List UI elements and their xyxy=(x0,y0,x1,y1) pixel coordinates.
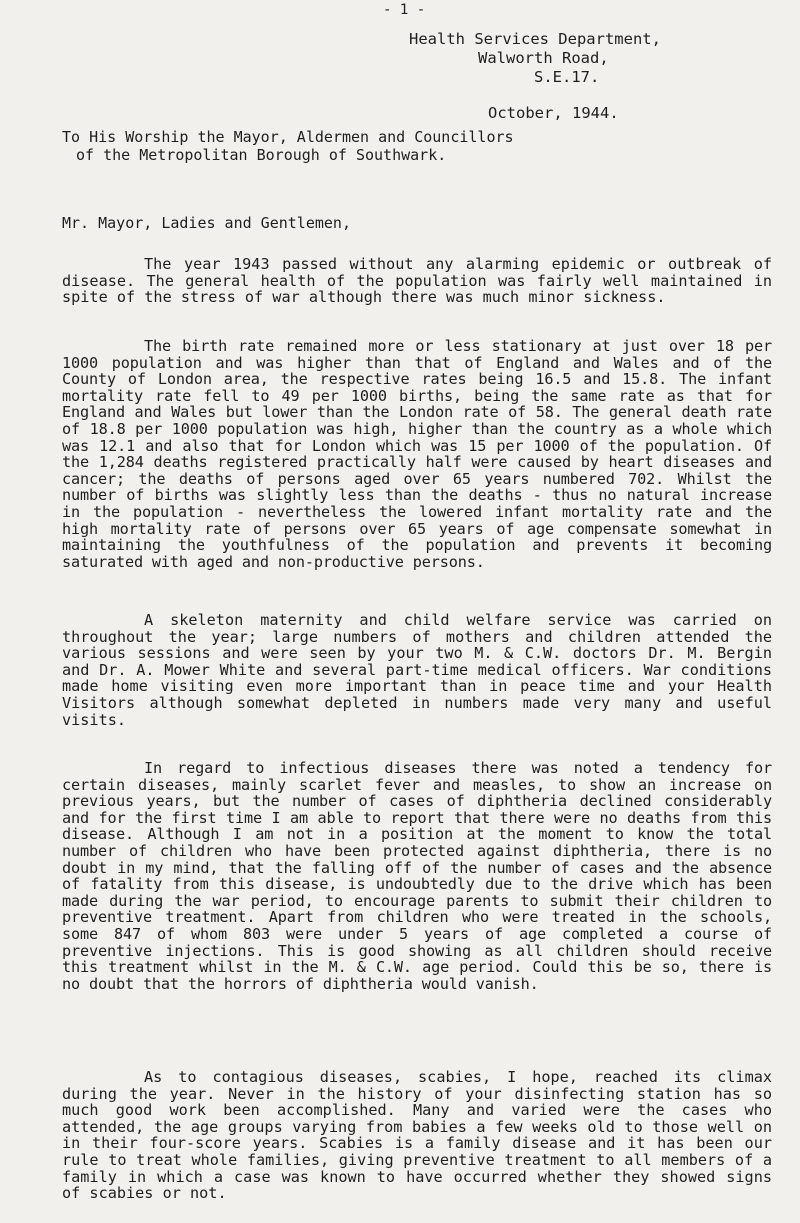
paragraph-infectious-diseases xyxy=(62,760,772,992)
sender-department: Health Services Department, xyxy=(409,30,661,48)
sender-postcode: S.E.17. xyxy=(534,68,600,86)
paragraph-maternity-welfare xyxy=(62,612,772,728)
sender-street: Walworth Road, xyxy=(478,49,609,67)
paragraph-text: As to contagious diseases, scabies, I hope, reached its climax during the year. Never in the history of your disinfecting station has so much good work been accomplished. Many and varied were the cases who attended, the age groups varying from babies a few weeks old to those well on in their four-score years. Scabies is a family disease and it has been our rule to treat whole families, giving preventive treatment to all members of a family in which a case was known to have occurred whether they showed signs of scabies or not. xyxy=(62,1068,772,1203)
letter-date: October, 1944. xyxy=(488,104,619,122)
paragraph-birth-death-rates xyxy=(62,338,772,570)
paragraph-text: The birth rate remained more or less stationary at just over 18 per 1000 population and was higher than that of England and Wales and of the County of London area, the respective rates being 16.5 and 15.8. The infant mortality rate fell to 49 per 1000 births, being the same rate as that for England and Wales but lower than the London rate of 58. The general death rate of 18.8 per 1000 population was high, higher than the country as a whole which was 12.1 and also that for London which was 15 per 1000 of the population. Of the 1,284 deaths registered practically half were caused by heart diseases and cancer; the deaths of persons aged over 65 years numbered 702. Whilst the number of births was slightly less than the deaths - thus no natural increase in the population - nevertheless the lowered infant mortality rate and the high mortality rate of persons over 65 years of age compensate somewhat in maintaining the youthfulness of the population and prevents it becoming saturated with aged and non-productive persons. xyxy=(62,337,772,571)
page-number: - 1 - xyxy=(383,2,426,18)
paragraph-general-health xyxy=(62,256,772,306)
paragraph-text: A skeleton maternity and child welfare service was carried on throughout the year; large numbers of mothers and children attended the various sessions and were seen by your two M. & C.W. doctors Dr. M. Bergin and Dr. A. Mower White and several part-time medical officers. War conditions made home visiting even more important than in peace time and your Health Visitors although somewhat depleted in numbers made very many and useful visits. xyxy=(62,611,772,729)
paragraph-text: The year 1943 passed without any alarming epidemic or outbreak of disease. The general health of the population was fairly well maintained in spite of the stress of war although there was much minor sickness. xyxy=(62,255,772,307)
recipient-line-1: To His Worship the Mayor, Aldermen and Councillors xyxy=(62,128,514,146)
paragraph-contagious-diseases xyxy=(62,1069,772,1202)
recipient-line-2: of the Metropolitan Borough of Southwark. xyxy=(76,146,447,164)
paragraph-text: In regard to infectious diseases there was noted a tendency for certain diseases, mainly scarlet fever and measles, to show an increase on previous years, but the number of cases of diphtheria declined considerably and for the first time I am able to report that there were no deaths from this disease. Although I am not in a position at the moment to know the total number of children who have been protected against diphtheria, there is no doubt in my mind, that the falling off of the number of cases and the absence of fatality from this disease, is undoubtedly due to the drive which has been made during the war period, to encourage parents to submit their children to preventive treatment. Apart from children who were treated in the schools, some 847 of whom 803 were under 5 years of age completed a course of preventive injections. This is good showing as all children should receive this treatment whilst in the M. & C.W. age period. Could this be so, there is no doubt that the horrors of diphtheria would vanish. xyxy=(62,759,772,993)
salutation: Mr. Mayor, Ladies and Gentlemen, xyxy=(62,214,351,232)
